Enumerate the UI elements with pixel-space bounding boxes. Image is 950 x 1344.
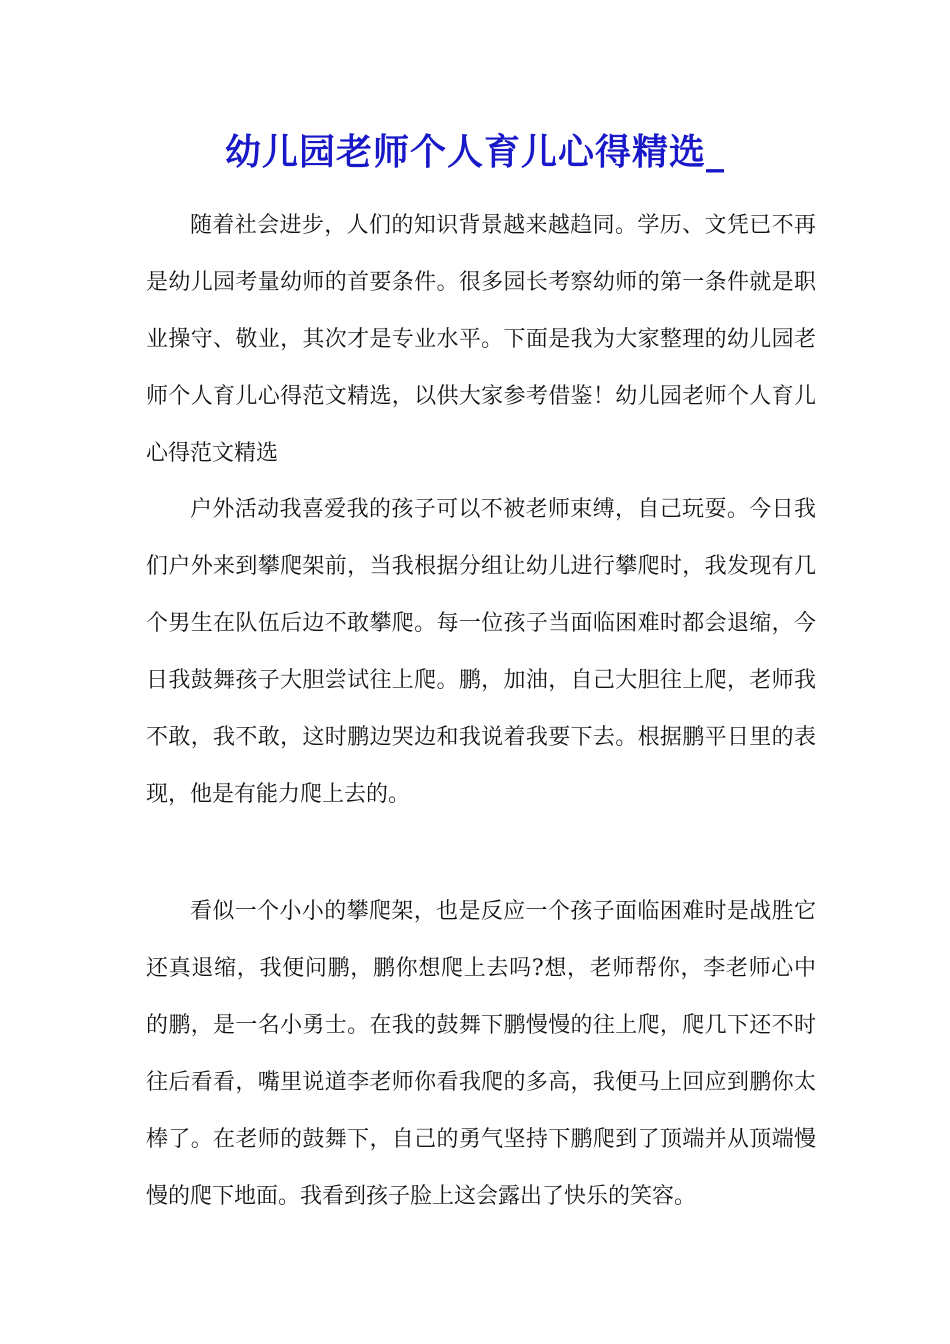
paragraph-outdoor-activity: 户外活动我喜爱我的孩子可以不被老师束缚，自己玩耍。今日我们户外来到攀爬架前，当我根据分组让幼儿进行攀爬时，我发现有几个男生在队伍后边不敢攀爬。每一位孩子当面临困难时都会退缩，今日我鼓舞孩子大胆尝试往上爬。鹏，加油，自己大胆往上爬，老师我不敢，我不敢，这时鹏边哭边和我说着我要下去。根据鹏平日里的表现，他是有能力爬上去的。 (146, 497, 816, 807)
document-title: 幼儿园老师个人育儿心得精选_ (224, 131, 725, 173)
paragraph-intro: 随着社会进步，人们的知识背景越来越趋同。学历、文凭已不再是幼儿园考量幼师的首要条件。很多园长考察幼师的第一条件就是职业操守、敬业，其次才是专业水平。下面是我为大家整理的幼儿园老师个人育儿心得范文精选，以供大家参考借鉴！幼儿园老师个人育儿心得范文精选 (146, 213, 816, 466)
paragraph-climbing-frame: 看似一个小小的攀爬架，也是反应一个孩子面临困难时是战胜它还真退缩，我便问鹏，鹏你想爬上去吗?想，老师帮你，李老师心中的鹏，是一名小勇士。在我的鼓舞下鹏慢慢的往上爬，爬几下还不时往后看看，嘴里说道李老师你看我爬的多高，我便马上回应到鹏你太棒了。在老师的鼓舞下，自己的勇气坚持下鹏爬到了顶端并从顶端慢慢的爬下地面。我看到孩子脸上这会露出了快乐的笑容。 (146, 899, 816, 1209)
